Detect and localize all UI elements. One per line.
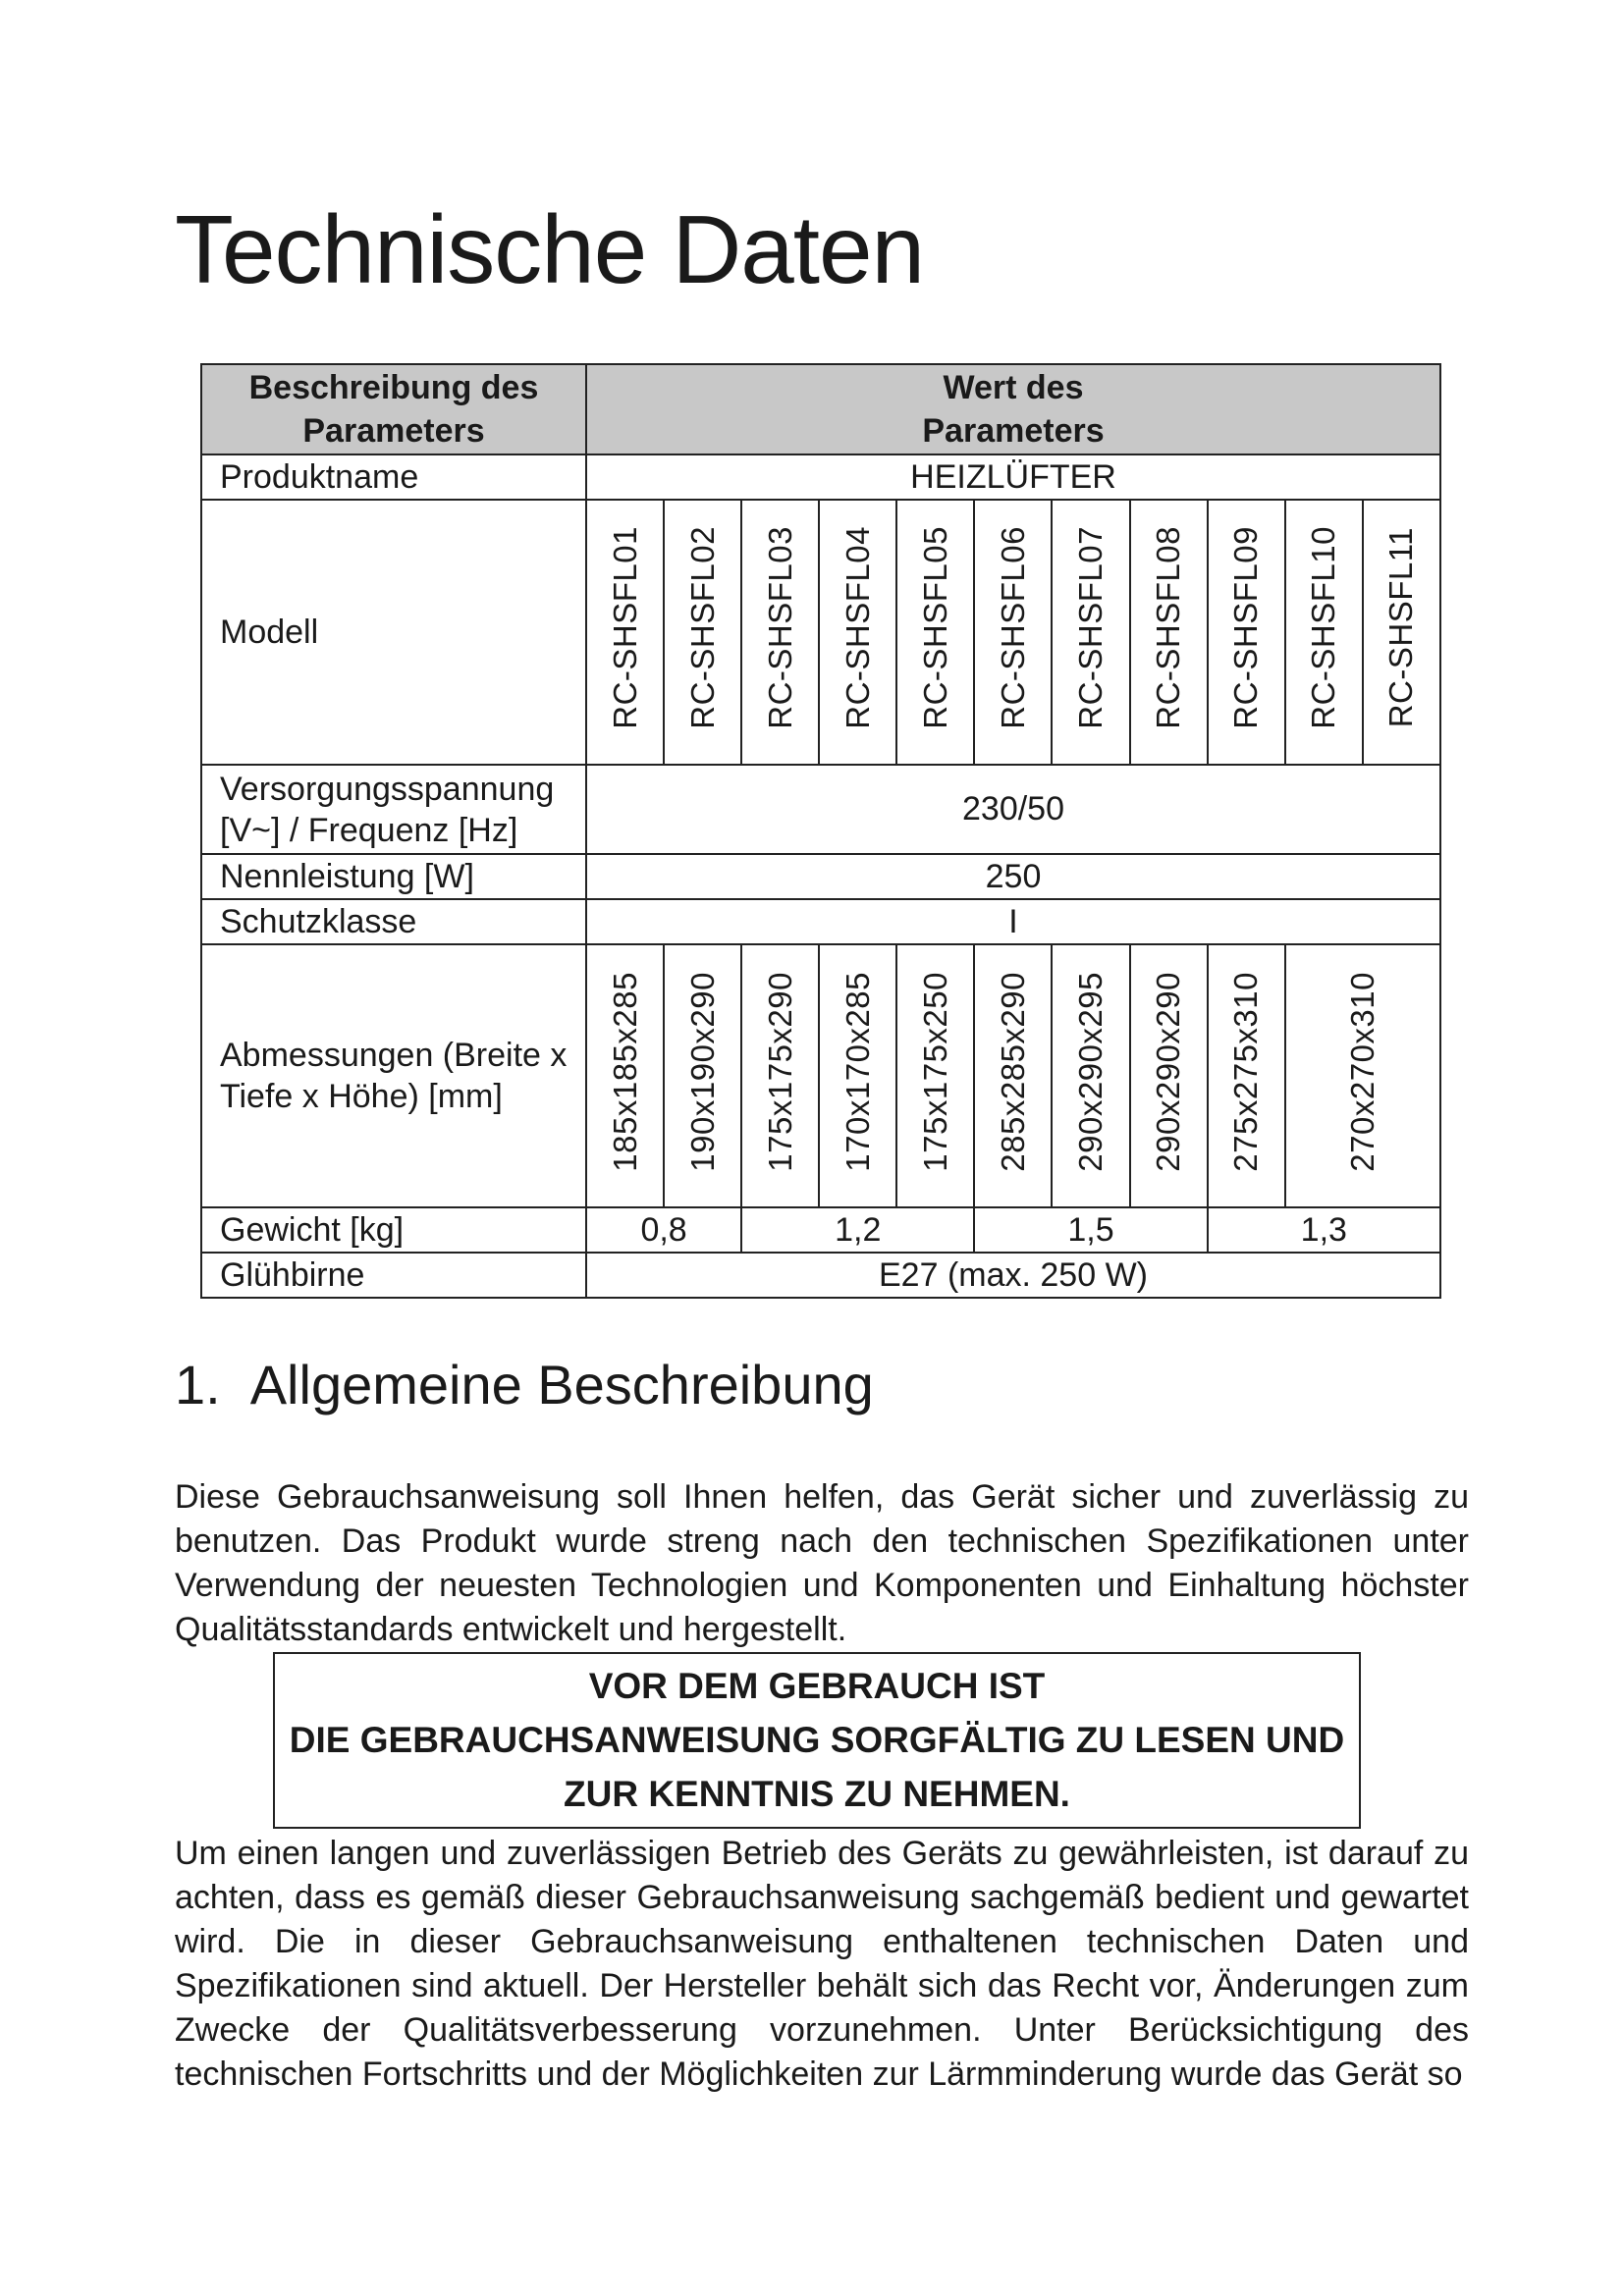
voltage-value: 230/50 bbox=[586, 765, 1440, 854]
model-value: RC-SHSFL03 bbox=[761, 526, 798, 729]
voltage-label-line1: Versorgungsspannung bbox=[220, 770, 555, 808]
model-cell bbox=[741, 500, 819, 765]
model-value: RC-SHSFL07 bbox=[1072, 526, 1109, 729]
spec-table-header-row bbox=[201, 364, 1440, 454]
model-label: Modell bbox=[201, 500, 586, 765]
power-label: Nennleistung [W] bbox=[201, 854, 586, 899]
row-power bbox=[201, 854, 1440, 899]
weight-value: 1,5 bbox=[974, 1207, 1207, 1253]
dimension-cell bbox=[1285, 944, 1440, 1207]
weight-label: Gewicht [kg] bbox=[201, 1207, 586, 1253]
model-cell bbox=[1208, 500, 1285, 765]
row-protection-class bbox=[201, 899, 1440, 944]
dimension-value: 290x290x290 bbox=[1150, 971, 1187, 1172]
header-param-value bbox=[586, 364, 1440, 454]
dimension-value: 290x290x295 bbox=[1072, 971, 1109, 1172]
weight-value: 0,8 bbox=[586, 1207, 741, 1253]
model-cell bbox=[1130, 500, 1208, 765]
notice-line: VOR DEM GEBRAUCH IST bbox=[588, 1666, 1046, 1706]
notice-line: ZUR KENNTNIS ZU NEHMEN. bbox=[564, 1774, 1070, 1814]
model-cell bbox=[1052, 500, 1129, 765]
model-value: RC-SHSFL02 bbox=[683, 526, 721, 729]
dimension-cell bbox=[974, 944, 1052, 1207]
row-product-name bbox=[201, 454, 1440, 500]
model-value: RC-SHSFL09 bbox=[1227, 526, 1265, 729]
model-cell bbox=[896, 500, 974, 765]
dimensions-label bbox=[201, 944, 586, 1207]
dimension-value: 185x185x285 bbox=[606, 971, 643, 1172]
bulb-label: Glühbirne bbox=[201, 1253, 586, 1298]
row-weight bbox=[201, 1207, 1440, 1253]
intro-paragraph: Diese Gebrauchsanweisung soll Ihnen helfen, das Gerät sicher und zuverlässig zu benutzen. Das Produkt wurde streng nach den technischen Spezifikationen unter Verwendung der neuesten Technologien und Komponenten und Einhaltung höchster Qualitätsstandards entwickelt und hergestellt. bbox=[175, 1478, 1469, 1648]
section-title: Allgemeine Beschreibung bbox=[249, 1354, 874, 1415]
product-name-label: Produktname bbox=[201, 454, 586, 500]
dimension-cell bbox=[1052, 944, 1129, 1207]
dimensions-label-line2: Tiefe x Höhe) [mm] bbox=[220, 1078, 503, 1115]
dimension-value: 190x190x290 bbox=[683, 971, 721, 1172]
page-title: Technische Daten bbox=[175, 195, 925, 303]
voltage-label bbox=[201, 765, 586, 854]
spec-table bbox=[200, 363, 1441, 1299]
protection-class-label: Schutzklasse bbox=[201, 899, 586, 944]
header-value-line1: Wert des bbox=[943, 369, 1084, 406]
dimension-value: 270x270x310 bbox=[1343, 971, 1380, 1172]
dimension-value: 285x285x290 bbox=[994, 971, 1031, 1172]
header-param-line2: Parameters bbox=[302, 412, 485, 450]
model-cell bbox=[1285, 500, 1363, 765]
dimension-cell bbox=[664, 944, 741, 1207]
model-value: RC-SHSFL04 bbox=[839, 526, 876, 729]
dimension-cell bbox=[1130, 944, 1208, 1207]
dimension-cell bbox=[1208, 944, 1285, 1207]
weight-value: 1,2 bbox=[741, 1207, 974, 1253]
dimension-value: 175x175x250 bbox=[916, 971, 953, 1172]
dimension-value: 175x175x290 bbox=[761, 971, 798, 1172]
body-paragraph: Um einen langen und zuverlässigen Betrieb des Geräts zu gewährleisten, ist darauf zu achten, dass es gemäß dieser Gebrauchsanweisung sachgemäß bedient und gewartet wird. Die in dieser Gebrauchsanweisung enthaltenen technischen Daten und Spezifikationen sind aktuell. Der Hersteller behält sich das Recht vor, Änderungen zum Zwecke der Qualitätsverbesserung vorzunehmen. Unter Berücksichtigung des technischen Fortschritts und der Möglichkeiten zur Lärmminderung wurde das Gerät so bbox=[175, 1835, 1469, 2093]
model-value: RC-SHSFL08 bbox=[1150, 526, 1187, 729]
power-value: 250 bbox=[586, 854, 1440, 899]
model-value: RC-SHSFL01 bbox=[606, 526, 643, 729]
dimension-cell bbox=[586, 944, 664, 1207]
weight-value: 1,3 bbox=[1208, 1207, 1440, 1253]
dimension-cell bbox=[896, 944, 974, 1207]
row-voltage bbox=[201, 765, 1440, 854]
model-cell bbox=[664, 500, 741, 765]
row-model bbox=[201, 500, 1440, 765]
voltage-label-line2: [V~] / Frequenz [Hz] bbox=[220, 811, 518, 849]
dimension-value: 170x170x285 bbox=[839, 971, 876, 1172]
section-heading bbox=[175, 1353, 874, 1416]
notice-line: DIE GEBRAUCHSANWEISUNG SORGFÄLTIG ZU LESEN UND bbox=[289, 1720, 1345, 1760]
model-cell bbox=[586, 500, 664, 765]
model-value: RC-SHSFL10 bbox=[1305, 526, 1342, 729]
model-value: RC-SHSFL11 bbox=[1382, 527, 1420, 728]
bulb-value: E27 (max. 250 W) bbox=[586, 1253, 1440, 1298]
dimension-value: 275x275x310 bbox=[1227, 971, 1265, 1172]
row-bulb bbox=[201, 1253, 1440, 1298]
header-value-line2: Parameters bbox=[922, 412, 1105, 450]
dimension-cell bbox=[741, 944, 819, 1207]
protection-class-value: I bbox=[586, 899, 1440, 944]
model-value: RC-SHSFL05 bbox=[916, 526, 953, 729]
row-dimensions bbox=[201, 944, 1440, 1207]
model-cell bbox=[1363, 500, 1440, 765]
section-number: 1. bbox=[175, 1354, 221, 1415]
header-param-line1: Beschreibung des bbox=[248, 369, 539, 406]
model-cell bbox=[819, 500, 896, 765]
header-param-description bbox=[201, 364, 586, 454]
dimensions-label-line1: Abmessungen (Breite x bbox=[220, 1037, 568, 1074]
model-value: RC-SHSFL06 bbox=[994, 526, 1031, 729]
product-name-value: HEIZLÜFTER bbox=[586, 454, 1440, 500]
model-cell bbox=[974, 500, 1052, 765]
warning-notice-box bbox=[273, 1652, 1361, 1829]
dimension-cell bbox=[819, 944, 896, 1207]
